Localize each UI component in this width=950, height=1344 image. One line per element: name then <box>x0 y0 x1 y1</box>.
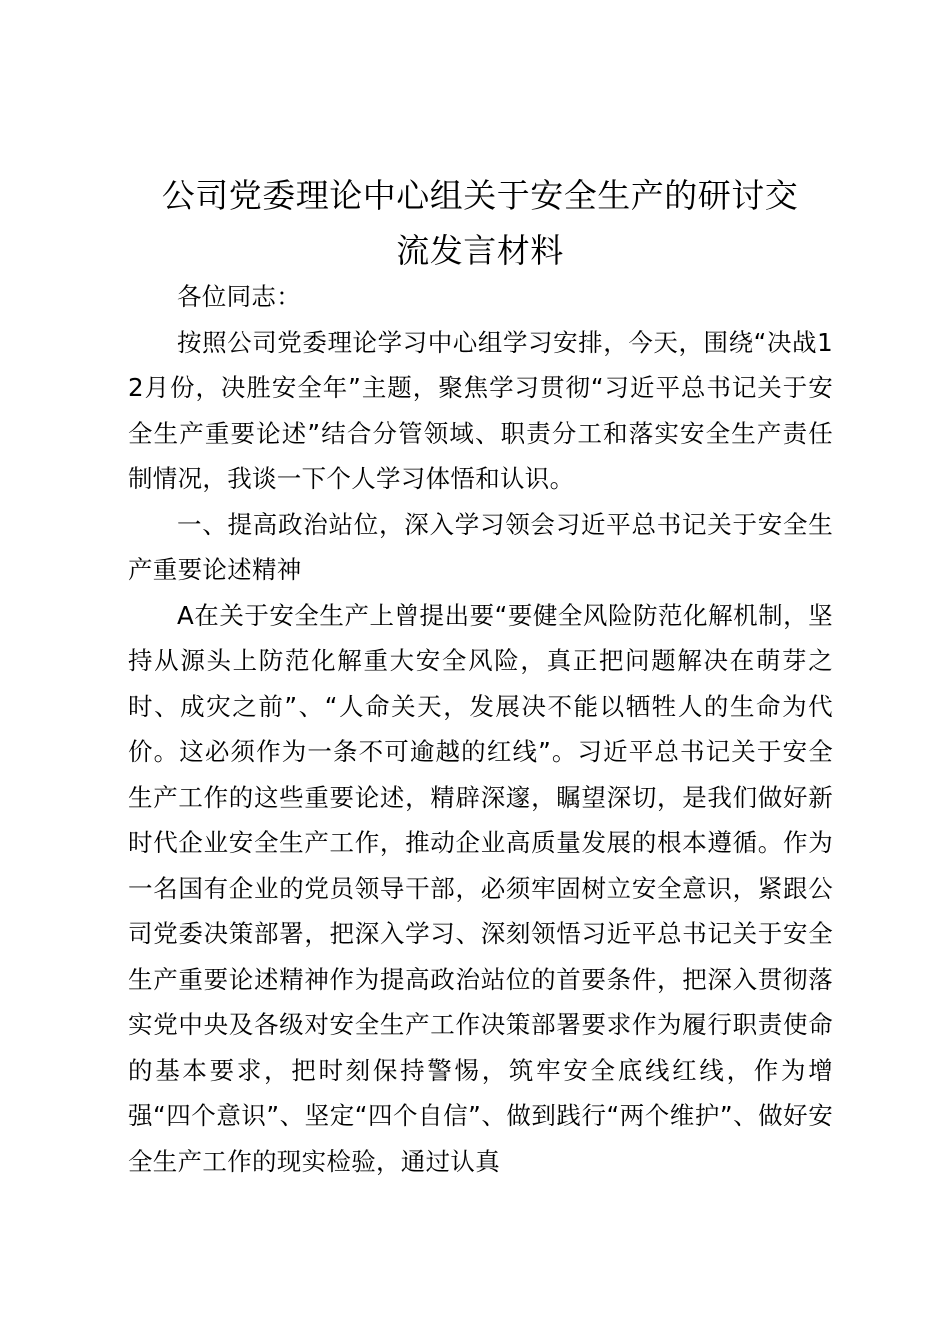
document-title-line-1: 公司党委理论中心组关于安全生产的研讨交 <box>161 176 799 215</box>
intro-paragraph: 按照公司党委理论学习中心组学习安排，今天，围绕“决战12月份，决胜安全年”主题，聚焦学习贯彻“习近平总书记关于安全生产重要论述”结合分管领域、职责分工和落实安全生产责任制情况，我谈一下个人学习体悟和认识。 <box>128 327 833 493</box>
document-body <box>128 274 833 1184</box>
salutation: 各位同志： <box>177 282 301 311</box>
document-title <box>130 168 830 278</box>
section-body-1: A在关于安全生产上曾提出要“要健全风险防范化解机制，坚持从源头上防范化解重大安全风险，真正把问题解决在萌芽之时、成灾之前”、“人命关天，发展决不能以牺牲人的生命为代价。这必须作为一条不可逾越的红线”。习近平总书记关于安全生产工作的这些重要论述，精辟深邃，瞩望深切，是我们做好新时代企业安全生产工作，推动企业高质量发展的根本遵循。作为一名国有企业的党员领导干部，必须牢固树立安全意识，紧跟公司党委决策部署，把深入学习、深刻领悟习近平总书记关于安全生产重要论述精神作为提高政治站位的首要条件，把深入贯彻落实党中央及各级对安全生产工作决策部署要求作为履行职责使命的基本要求，把时刻保持警惕，筑牢安全底线红线，作为增强“四个意识”、坚定“四个自信”、做到践行“两个维护”、做好安全生产工作的现实检验，通过认真 <box>128 600 833 1176</box>
document-title-line-2: 流发言材料 <box>396 231 564 270</box>
section-heading-1: 一、提高政治站位，深入学习领会习近平总书记关于安全生产重要论述精神 <box>128 509 833 584</box>
